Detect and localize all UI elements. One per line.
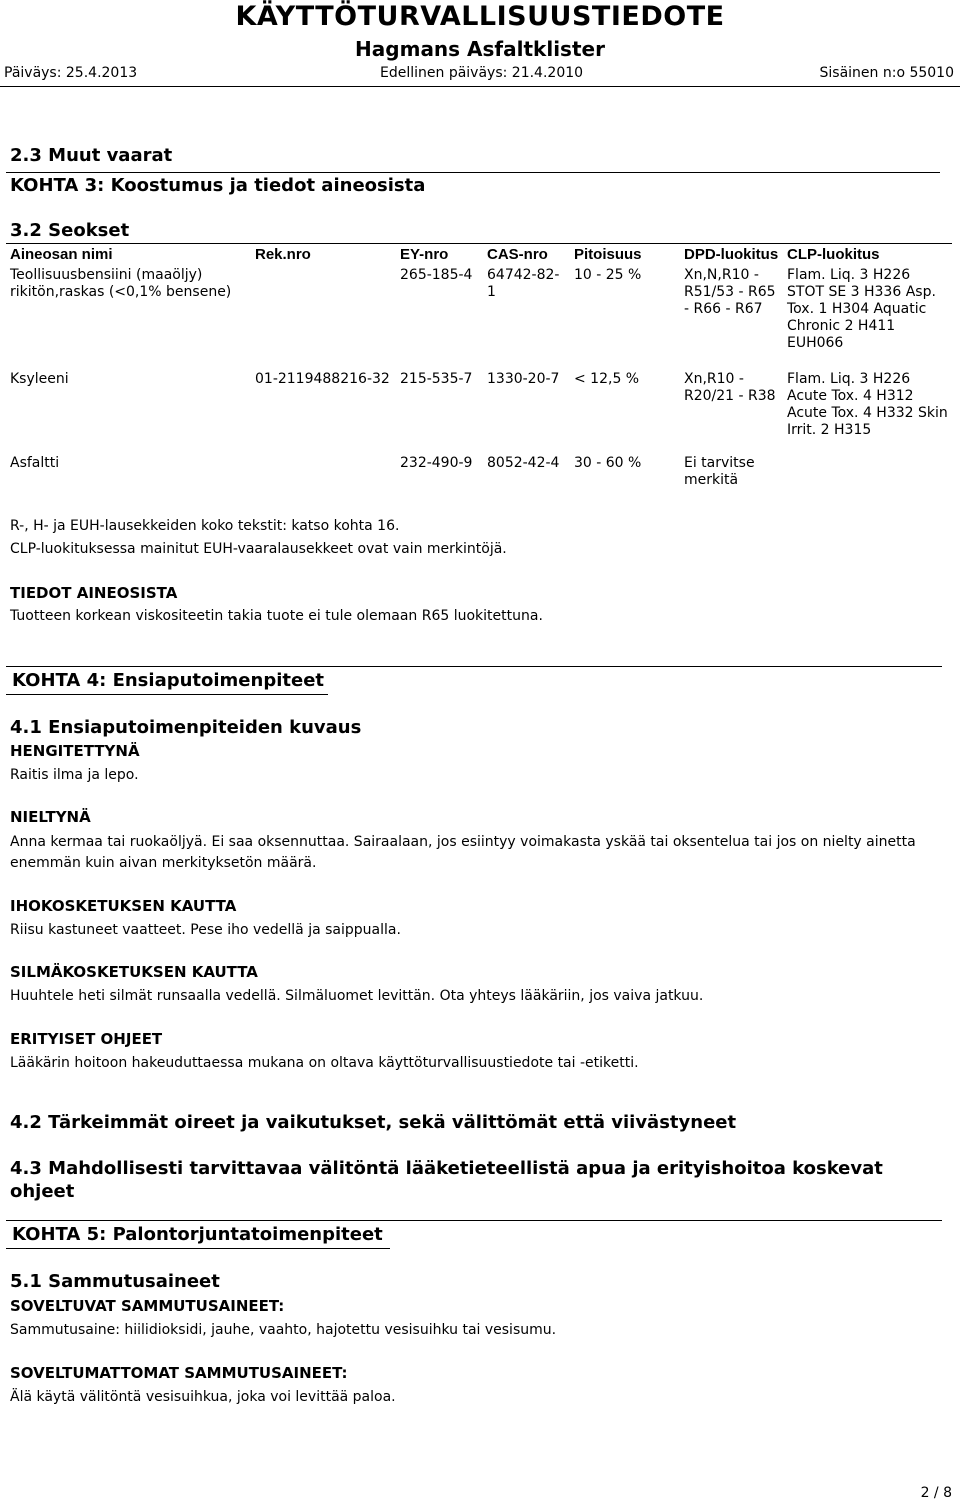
section-4-3-heading: 4.3 Mahdollisesti tarvittavaa välitöntä lääketieteellistä apua ja erityishoitoa koskevat ohjeet bbox=[10, 1158, 883, 1202]
table-header-row bbox=[6, 244, 952, 266]
table-row bbox=[6, 453, 952, 493]
internal-number: Sisäinen n:o 55010 bbox=[819, 65, 954, 81]
cell-reg bbox=[251, 265, 396, 369]
product-name: Hagmans Asfaltklister bbox=[355, 37, 605, 61]
section-5-rule bbox=[6, 1220, 942, 1221]
cell-name: Ksyleeni bbox=[10, 371, 69, 387]
cell-dpd: Xn,N,R10 - R51/53 - R65 - R66 - R67 bbox=[684, 267, 776, 317]
document-title: KÄYTTÖTURVALLISUUSTIEDOTE bbox=[235, 1, 725, 32]
header-divider bbox=[0, 86, 960, 87]
col-header-reg: Rek.nro bbox=[255, 246, 311, 263]
section-5-1-heading: 5.1 Sammutusaineet bbox=[10, 1271, 220, 1292]
composition-table bbox=[6, 243, 952, 493]
previous-date: Edellinen päiväys: 21.4.2010 bbox=[380, 65, 584, 81]
cell-concentration: 10 - 25 % bbox=[574, 267, 642, 283]
cell-cas: 1330-20-7 bbox=[487, 371, 560, 387]
section-4-1-heading: 4.1 Ensiaputoimenpiteiden kuvaus bbox=[10, 717, 362, 738]
cell-reg: 01-2119488216-32 bbox=[255, 371, 390, 387]
skin-contact-text: Riisu kastuneet vaatteet. Pese iho vedellä ja saippualla. bbox=[10, 922, 401, 938]
cell-name: Teollisuusbensiini (maaöljy) rikitön,raskas (<0,1% bensene) bbox=[10, 267, 232, 300]
cell-dpd: Xn,R10 - R20/21 - R38 bbox=[684, 371, 776, 404]
page-number: 2 / 8 bbox=[920, 1485, 952, 1501]
eye-contact-heading: SILMÄKOSKETUKSEN KAUTTA bbox=[10, 963, 258, 981]
table-row bbox=[6, 369, 952, 453]
cell-reg bbox=[251, 453, 396, 493]
unsuitable-media-heading: SOVELTUMATTOMAT SAMMUTUSAINEET: bbox=[10, 1364, 348, 1382]
skin-contact-heading: IHOKOSKETUKSEN KAUTTA bbox=[10, 897, 237, 915]
cell-concentration: < 12,5 % bbox=[574, 371, 640, 387]
section-3-heading: KOHTA 3: Koostumus ja tiedot aineosista bbox=[10, 175, 426, 196]
cell-ec: 215-535-7 bbox=[400, 371, 473, 387]
col-header-ec: EY-nro bbox=[400, 246, 449, 263]
section-4-underline bbox=[6, 694, 328, 695]
ingestion-text: Anna kermaa tai ruokaöljyä. Ei saa oksennuttaa. Sairaalaan, jos esiintyy voimakasta yskää tai oksentelua tai jos on nielty ainetta enemmän kuin aivan merkityksetön määrä. bbox=[10, 834, 916, 871]
section-4-heading: KOHTA 4: Ensiaputoimenpiteet bbox=[12, 670, 325, 691]
cell-dpd: Ei tarvitse merkitä bbox=[684, 455, 755, 488]
table-note-2: CLP-luokituksessa mainitut EUH-vaaralausekkeet ovat vain merkintöjä. bbox=[10, 541, 507, 557]
cell-clp: Flam. Liq. 3 H226 STOT SE 3 H336 Asp. Tox. 1 H304 Aquatic Chronic 2 H411 EUH066 bbox=[787, 267, 936, 351]
section-3-2-heading: 3.2 Seokset bbox=[10, 220, 130, 241]
col-header-cas: CAS-nro bbox=[487, 246, 548, 263]
col-header-name: Aineosan nimi bbox=[10, 246, 113, 263]
section-5-heading: KOHTA 5: Palontorjuntatoimenpiteet bbox=[12, 1224, 383, 1245]
cell-name: Asfaltti bbox=[10, 455, 60, 471]
section-5-underline bbox=[6, 1248, 390, 1249]
col-header-dpd: DPD-luokitus bbox=[684, 246, 779, 263]
special-instructions-text: Lääkärin hoitoon hakeuduttaessa mukana on oltava käyttöturvallisuustiedote tai -etiketti. bbox=[10, 1055, 639, 1071]
suitable-media-heading: SOVELTUVAT SAMMUTUSAINEET: bbox=[10, 1297, 285, 1315]
cell-cas: 8052-42-4 bbox=[487, 455, 560, 471]
suitable-media-text: Sammutusaine: hiilidioksidi, jauhe, vaahto, hajotettu vesisuihku tai vesisumu. bbox=[10, 1322, 557, 1338]
table-note-1: R-, H- ja EUH-lausekkeiden koko tekstit: katso kohta 16. bbox=[10, 518, 400, 534]
section-4-rule bbox=[6, 666, 942, 667]
cell-clp bbox=[783, 453, 952, 493]
section-4-2-heading: 4.2 Tärkeimmät oireet ja vaikutukset, sekä välittömät että viivästyneet bbox=[10, 1112, 737, 1133]
cell-concentration: 30 - 60 % bbox=[574, 455, 642, 471]
inhalation-heading: HENGITETTYNÄ bbox=[10, 742, 140, 760]
table-row bbox=[6, 265, 952, 369]
ingredient-info-text: Tuotteen korkean viskositeetin takia tuote ei tule olemaan R65 luokitettuna. bbox=[10, 608, 543, 624]
cell-ec: 265-185-4 bbox=[400, 267, 473, 283]
unsuitable-media-text: Älä käytä välitöntä vesisuihkua, joka voi levittää paloa. bbox=[10, 1389, 396, 1405]
issue-date: Päiväys: 25.4.2013 bbox=[4, 65, 138, 81]
cell-clp: Flam. Liq. 3 H226 Acute Tox. 4 H312 Acute Tox. 4 H332 Skin Irrit. 2 H315 bbox=[787, 371, 948, 438]
inhalation-text: Raitis ilma ja lepo. bbox=[10, 767, 139, 783]
eye-contact-text: Huuhtele heti silmät runsaalla vedellä. Silmäluomet levittän. Ota yhteys lääkäriin, jos vaiva jatkuu. bbox=[10, 988, 704, 1004]
cell-cas: 64742-82-1 bbox=[487, 267, 560, 300]
special-instructions-heading: ERITYISET OHJEET bbox=[10, 1030, 163, 1048]
col-header-clp: CLP-luokitus bbox=[787, 246, 880, 263]
ingredient-info-heading: TIEDOT AINEOSISTA bbox=[10, 584, 178, 602]
cell-ec: 232-490-9 bbox=[400, 455, 473, 471]
ingestion-heading: NIELTYNÄ bbox=[10, 808, 91, 826]
section-2-3-heading: 2.3 Muut vaarat bbox=[10, 145, 173, 166]
col-header-concentration: Pitoisuus bbox=[574, 246, 642, 263]
